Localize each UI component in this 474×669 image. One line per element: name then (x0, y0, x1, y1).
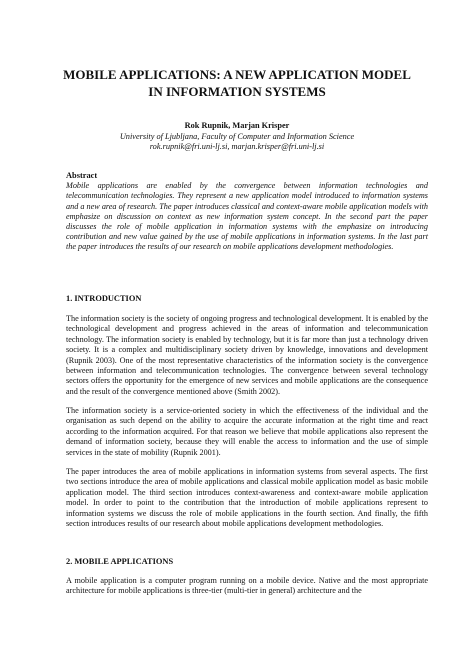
section-heading-introduction: 1. INTRODUCTION (66, 294, 142, 303)
author-affiliation: University of Ljubljana, Faculty of Computer and Information Science (119, 131, 355, 141)
author-emails: rok.rupnik@fri.uni-lj.si, marjan.krisper@fri.uni-lj.si (149, 142, 325, 151)
author-names: Rok Rupnik, Marjan Krisper (184, 121, 290, 130)
author-block (40, 121, 434, 153)
abstract-text: Mobile applications are enabled by the convergence between information technologies and telecommunication technologies. They represent a new application model introduced to information systems and a new area of research. The paper introduces classical and context-aware mobile application models with emphasize on discussion on context as new information system concept. In the second part the paper discusses the role of mobile application in information systems with the emphasize on introducing contribution and new value gained by the use of mobile applications in information systems. In the last part the paper introduces the results of our research on mobile applications development methodologies. (66, 181, 428, 252)
abstract-block (66, 171, 428, 253)
intro-paragraph-1: The information society is the society of ongoing progress and technological development. It is enabled by the technological development and progress achieved in the areas of information and telecommunication technology. The information society is enabled by technology, but it is far more than just a technology driven society. It is a complex and multidisciplinary society driven by knowledge, innovations and development (Rupnik 2003). One of the most representative characteristics of the information society is the convergence between information and telecommunication technologies. The convergence between several technology sectors offers the opportunity for the emergence of new services and mobile applications are the consequence and the result of the convergence mentioned above (Smith 2002). (66, 314, 428, 396)
intro-paragraph-3: The paper introduces the area of mobile applications in information systems from several aspects. The first two sections introduce the area of mobile applications and classical mobile application model as basic mobile application model. The third section introduces context-awareness and context-aware mobile application model. In order to point to the contribution that the introduction of mobile applications represent to information systems we discuss the role of mobile applications in the fourth section. And finally, the fifth section introduces results of our research about mobile applications development methodologies. (66, 467, 428, 529)
intro-paragraph-2: The information society is a service-oriented society in which the effectiveness of the individual and the organisation as such depend on the ability to acquire the accurate information at the right time and react according to the information acquired. For that reason we believe that mobile applications also represent the demand of information society, because they will enable the access to information and the use of simple services in the state of mobility (Rupnik 2001). (66, 406, 428, 457)
mobile-apps-paragraph-1: A mobile application is a computer program running on a mobile device. Native and the most appropriate architecture for mobile applications is three-tier (multi-tier in general) architecture and the (66, 576, 428, 596)
paper-title-line-2: IN INFORMATION SYSTEMS (148, 84, 326, 99)
paper-title-line-1: MOBILE APPLICATIONS: A NEW APPLICATION MODEL (63, 67, 411, 82)
abstract-heading: Abstract (66, 171, 98, 180)
section-heading-mobile-applications: 2. MOBILE APPLICATIONS (66, 557, 174, 566)
paper-title (40, 66, 434, 100)
